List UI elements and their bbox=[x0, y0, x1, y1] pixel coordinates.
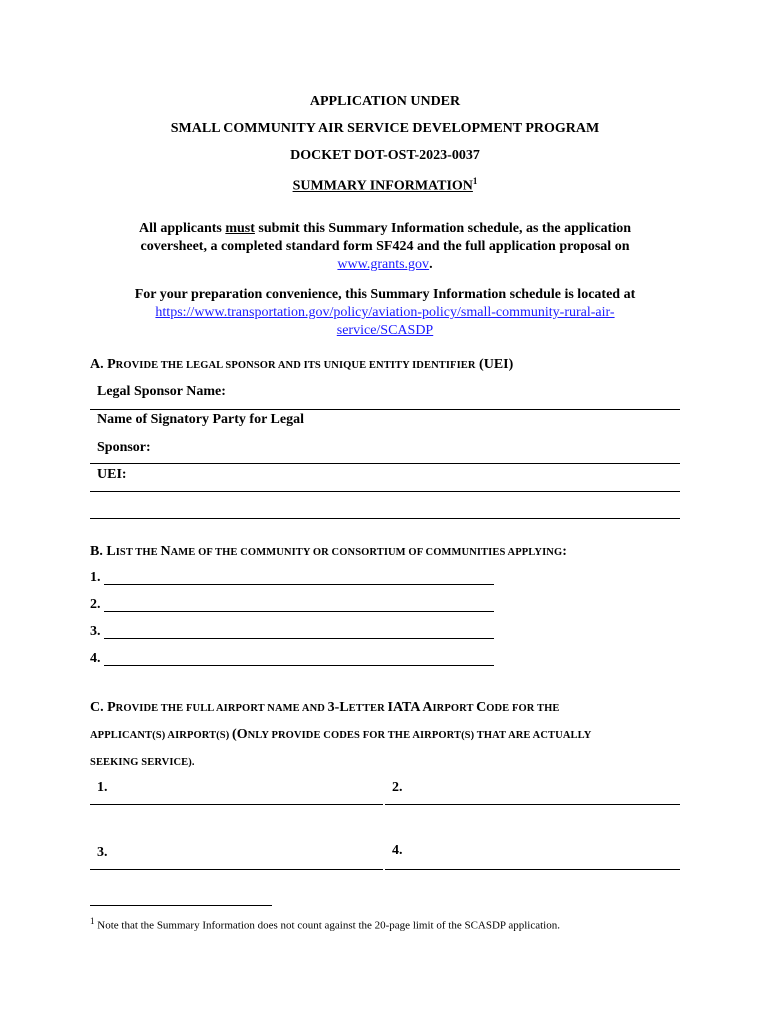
airport-3-label: 3. bbox=[97, 845, 108, 860]
community-item-3-field[interactable] bbox=[104, 638, 494, 639]
intro-p1-end: . bbox=[429, 257, 433, 272]
section-c-l3: SEEKING SERVICE). bbox=[90, 757, 195, 768]
section-a-letter: A. P bbox=[90, 357, 116, 372]
community-item-4-field[interactable] bbox=[104, 665, 494, 666]
section-a-paren: (UEI) bbox=[475, 357, 514, 372]
airport-3-field[interactable] bbox=[90, 869, 383, 870]
section-c-l2-c: NLY PROVIDE CODES FOR THE AIRPORT(S) THAT ARE ACTUALLY bbox=[247, 730, 592, 741]
airport-2-label: 2. bbox=[392, 780, 403, 795]
section-a-title: ROVIDE THE LEGAL SPONSOR AND ITS UNIQUE ENTITY IDENTIFIER bbox=[115, 360, 476, 371]
section-c-l1-e: IATA A bbox=[387, 700, 433, 715]
section-c-l1-a: C. P bbox=[90, 700, 116, 715]
footnote-ref: 1 bbox=[472, 176, 478, 186]
section-b-letter: B. L bbox=[90, 544, 116, 559]
airport-4-field[interactable] bbox=[385, 869, 680, 870]
intro-p2-text: For your preparation convenience, this Summary Information schedule is located at bbox=[134, 287, 636, 302]
section-c-l2-a: APPLICANT(S) AIRPORT(S) bbox=[90, 730, 233, 741]
intro-paragraph-2 bbox=[110, 286, 660, 340]
footnote bbox=[90, 916, 710, 932]
section-c-l1-b: ROVIDE THE FULL AIRPORT NAME AND bbox=[115, 703, 328, 714]
header-line-1: APPLICATION UNDER bbox=[309, 94, 461, 109]
intro-p1-after: submit this Summary Information schedule, as the application coversheet, a completed standard form SF424 and the full application proposal on bbox=[140, 221, 631, 254]
section-c-l1-f: IRPORT bbox=[432, 703, 477, 714]
section-c-l2-b: (O bbox=[232, 727, 248, 742]
community-item-2-label: 2. bbox=[90, 597, 101, 612]
intro-paragraph-1 bbox=[110, 220, 660, 274]
community-item-1-label: 1. bbox=[90, 570, 101, 585]
community-item-3-label: 3. bbox=[90, 624, 101, 639]
intro-p1-before: All applicants bbox=[138, 221, 226, 236]
footnote-text: Note that the Summary Information does not count against the 20-page limit of the SCASDP application. bbox=[94, 919, 560, 932]
section-b-n: N bbox=[160, 544, 171, 559]
uei-label: UEI: bbox=[97, 467, 127, 482]
signatory-field[interactable] bbox=[90, 463, 680, 464]
docket-number: DOCKET DOT-OST-2023-0037 bbox=[290, 148, 480, 163]
summary-title-text: SUMMARY INFORMATION bbox=[292, 178, 473, 194]
section-c-heading-line-2 bbox=[90, 727, 690, 743]
section-b-colon: : bbox=[562, 544, 567, 559]
section-c-l1-d: ETTER bbox=[348, 703, 388, 714]
section-c-heading-line-3 bbox=[90, 754, 690, 770]
section-c-l1-h: ODE FOR THE bbox=[486, 703, 560, 714]
transportation-gov-link[interactable]: https://www.transportation.gov/policy/aviation-policy/small-community-rural-air-service/SCASDP bbox=[155, 305, 615, 338]
section-b-title-2: AME OF THE COMMUNITY OR CONSORTIUM OF COMMUNITIES APPLYING bbox=[170, 547, 563, 558]
community-item-2-field[interactable] bbox=[104, 611, 494, 612]
intro-must: must bbox=[225, 221, 255, 236]
legal-sponsor-label: Legal Sponsor Name: bbox=[97, 384, 226, 399]
signatory-label-1: Name of Signatory Party for Legal bbox=[97, 412, 304, 427]
section-b-heading bbox=[90, 544, 690, 560]
airport-1-label: 1. bbox=[97, 780, 108, 795]
section-c-l1-c: 3-L bbox=[327, 700, 349, 715]
section-c-l1-g: C bbox=[476, 700, 487, 715]
airport-1-field[interactable] bbox=[90, 804, 383, 805]
community-item-1-field[interactable] bbox=[104, 584, 494, 585]
section-c-heading-line-1 bbox=[90, 700, 690, 716]
legal-sponsor-field[interactable] bbox=[90, 409, 680, 410]
section-a-bottom-rule bbox=[90, 518, 680, 519]
grants-gov-link[interactable]: www.grants.gov bbox=[337, 257, 430, 272]
community-item-4-label: 4. bbox=[90, 651, 101, 666]
uei-field[interactable] bbox=[90, 491, 680, 492]
airport-2-field[interactable] bbox=[385, 804, 680, 805]
section-b-title-1: IST THE bbox=[115, 547, 161, 558]
header-line-2: SMALL COMMUNITY AIR SERVICE DEVELOPMENT PROGRAM bbox=[170, 121, 600, 136]
footnote-mark: 1 bbox=[90, 916, 95, 926]
airport-4-label: 4. bbox=[392, 843, 403, 858]
summary-title bbox=[0, 176, 770, 195]
section-a-heading bbox=[90, 357, 690, 373]
footnote-separator bbox=[90, 905, 272, 906]
signatory-label-2: Sponsor: bbox=[97, 440, 151, 455]
